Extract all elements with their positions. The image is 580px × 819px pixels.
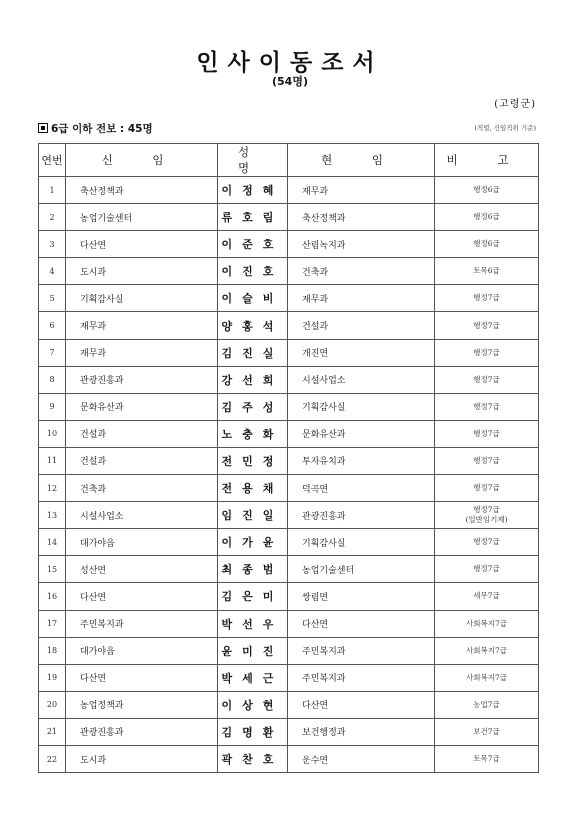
table-row [39,231,539,258]
remarks-cell: 행정7급 [435,285,539,312]
row-number: 16 [39,583,66,610]
new-position-cell: 다산면 [66,583,218,610]
new-position-cell: 시설사업소 [66,502,218,529]
remarks-cell: 토목6급 [435,258,539,285]
remarks-appointment-type: (일반임기제) [465,515,508,525]
current-position-cell: 문화유산과 [288,420,435,447]
table-row [39,475,539,502]
row-number: 1 [39,177,66,204]
header-number: 연번 [39,144,66,177]
new-position-cell: 관광진흥과 [66,718,218,745]
row-number: 9 [39,393,66,420]
current-position-cell: 건설과 [288,312,435,339]
name-cell: 전용채 [218,475,288,502]
remarks-cell: 행정7급 [435,339,539,366]
current-position-cell: 건축과 [288,258,435,285]
table-row [39,204,539,231]
table-row [39,529,539,556]
row-number: 10 [39,420,66,447]
new-position-cell: 대가야읍 [66,637,218,664]
header-new-position: 신 임 [66,144,218,177]
remarks-cell: 세무7급 [435,583,539,610]
new-position-cell: 재무과 [66,312,218,339]
new-position-cell: 농업기술센터 [66,204,218,231]
table-row [39,447,539,474]
table-row [39,393,539,420]
remarks-cell: 사회복지7급 [435,637,539,664]
table-row [39,420,539,447]
table-row [39,637,539,664]
name-cell: 임진일 [218,502,288,529]
row-number: 15 [39,556,66,583]
table-row [39,610,539,637]
new-position-cell: 건설과 [66,447,218,474]
current-position-cell: 재무과 [288,285,435,312]
square-bullet-icon [38,123,48,133]
row-number: 6 [39,312,66,339]
name-cell: 이슬비 [218,285,288,312]
name-cell: 김진실 [218,339,288,366]
table-row [39,312,539,339]
new-position-cell: 문화유산과 [66,393,218,420]
current-position-cell: 관광진흥과 [288,502,435,529]
header-current-position: 현 임 [288,144,435,177]
remarks-cell: 행정7급 [435,556,539,583]
current-position-cell: 보건행정과 [288,718,435,745]
remarks-cell: 행정7급 [435,393,539,420]
row-number: 3 [39,231,66,258]
header-name: 성 명 [218,144,288,177]
name-cell: 곽찬호 [218,745,288,772]
row-number: 14 [39,529,66,556]
new-position-cell: 건축과 [66,475,218,502]
remarks-cell: 사회복지7급 [435,664,539,691]
row-number: 11 [39,447,66,474]
current-position-cell: 주민복지과 [288,637,435,664]
remarks-cell: 행정7급 [435,475,539,502]
remarks-cell: 행정6급 [435,204,539,231]
name-cell: 이진호 [218,258,288,285]
remarks-cell: 행정7급 [435,366,539,393]
table-row [39,502,539,529]
row-number: 17 [39,610,66,637]
personnel-table [38,143,539,773]
current-position-cell: 기획감사실 [288,393,435,420]
row-number: 19 [39,664,66,691]
basis-note: (직렬, 신임직위 기준) [474,124,536,132]
current-position-cell: 개진면 [288,339,435,366]
remarks-cell: 행정7급 [435,312,539,339]
section-heading [38,121,153,136]
current-position-cell: 운수면 [288,745,435,772]
remarks-cell: 행정7급 [435,420,539,447]
remarks-cell: 행정6급 [435,231,539,258]
new-position-cell: 도시과 [66,258,218,285]
name-cell: 윤미진 [218,637,288,664]
current-position-cell: 다산면 [288,610,435,637]
row-number: 2 [39,204,66,231]
remarks-cell: 사회복지7급 [435,610,539,637]
table-row [39,285,539,312]
current-position-cell: 축산정책과 [288,204,435,231]
name-cell: 류호림 [218,204,288,231]
current-position-cell: 시설사업소 [288,366,435,393]
row-number: 5 [39,285,66,312]
current-position-cell: 산림녹지과 [288,231,435,258]
current-position-cell: 재무과 [288,177,435,204]
name-cell: 이가윤 [218,529,288,556]
current-position-cell: 쌍림면 [288,583,435,610]
name-cell: 노충화 [218,420,288,447]
current-position-cell: 농업기술센터 [288,556,435,583]
new-position-cell: 축산정책과 [66,177,218,204]
new-position-cell: 다산면 [66,231,218,258]
new-position-cell: 다산면 [66,664,218,691]
current-position-cell: 다산면 [288,691,435,718]
remarks-cell: 행정6급 [435,177,539,204]
table-row [39,556,539,583]
new-position-cell: 도시과 [66,745,218,772]
new-position-cell: 성산면 [66,556,218,583]
row-number: 13 [39,502,66,529]
row-number: 12 [39,475,66,502]
remarks-cell: 보건7급 [435,718,539,745]
table-row [39,339,539,366]
new-position-cell: 대가야읍 [66,529,218,556]
new-position-cell: 농업정책과 [66,691,218,718]
current-position-cell: 투자유치과 [288,447,435,474]
table-row [39,177,539,204]
name-cell: 이정혜 [218,177,288,204]
name-cell: 박세근 [218,664,288,691]
table-row [39,366,539,393]
row-number: 21 [39,718,66,745]
current-position-cell: 기획감사실 [288,529,435,556]
table-row [39,691,539,718]
name-cell: 최종범 [218,556,288,583]
remarks-cell: 토목7급 [435,745,539,772]
current-position-cell: 덕곡면 [288,475,435,502]
new-position-cell: 기획감사실 [66,285,218,312]
name-cell: 김은미 [218,583,288,610]
row-number: 7 [39,339,66,366]
header-remarks: 비 고 [435,144,539,177]
name-cell: 김주성 [218,393,288,420]
document-title: 인사이동조서 [196,50,384,76]
name-cell: 이상현 [218,691,288,718]
new-position-cell: 건설과 [66,420,218,447]
row-number: 22 [39,745,66,772]
row-number: 8 [39,366,66,393]
remarks-cell: 행정7급 [435,447,539,474]
personnel-count: (54명) [272,75,308,88]
table-row [39,258,539,285]
row-number: 18 [39,637,66,664]
row-number: 4 [39,258,66,285]
name-cell: 강선희 [218,366,288,393]
name-cell: 전민정 [218,447,288,474]
new-position-cell: 주민복지과 [66,610,218,637]
new-position-cell: 관광진흥과 [66,366,218,393]
remarks-cell: 행정7급 [435,529,539,556]
current-position-cell: 주민복지과 [288,664,435,691]
remarks-grade: 행정7급 [473,505,500,515]
table-row [39,718,539,745]
section-heading-text: 6급 이하 전보 : 45명 [51,123,153,135]
table-header-row [39,144,539,177]
row-number: 20 [39,691,66,718]
table-row [39,664,539,691]
region-label: (고령군) [494,99,536,110]
table-row [39,745,539,772]
remarks-cell: 농업7급 [435,691,539,718]
new-position-cell: 재무과 [66,339,218,366]
remarks-cell [435,502,539,529]
name-cell: 양홍석 [218,312,288,339]
name-cell: 김명환 [218,718,288,745]
name-cell: 이준호 [218,231,288,258]
name-cell: 박선우 [218,610,288,637]
table-row [39,583,539,610]
